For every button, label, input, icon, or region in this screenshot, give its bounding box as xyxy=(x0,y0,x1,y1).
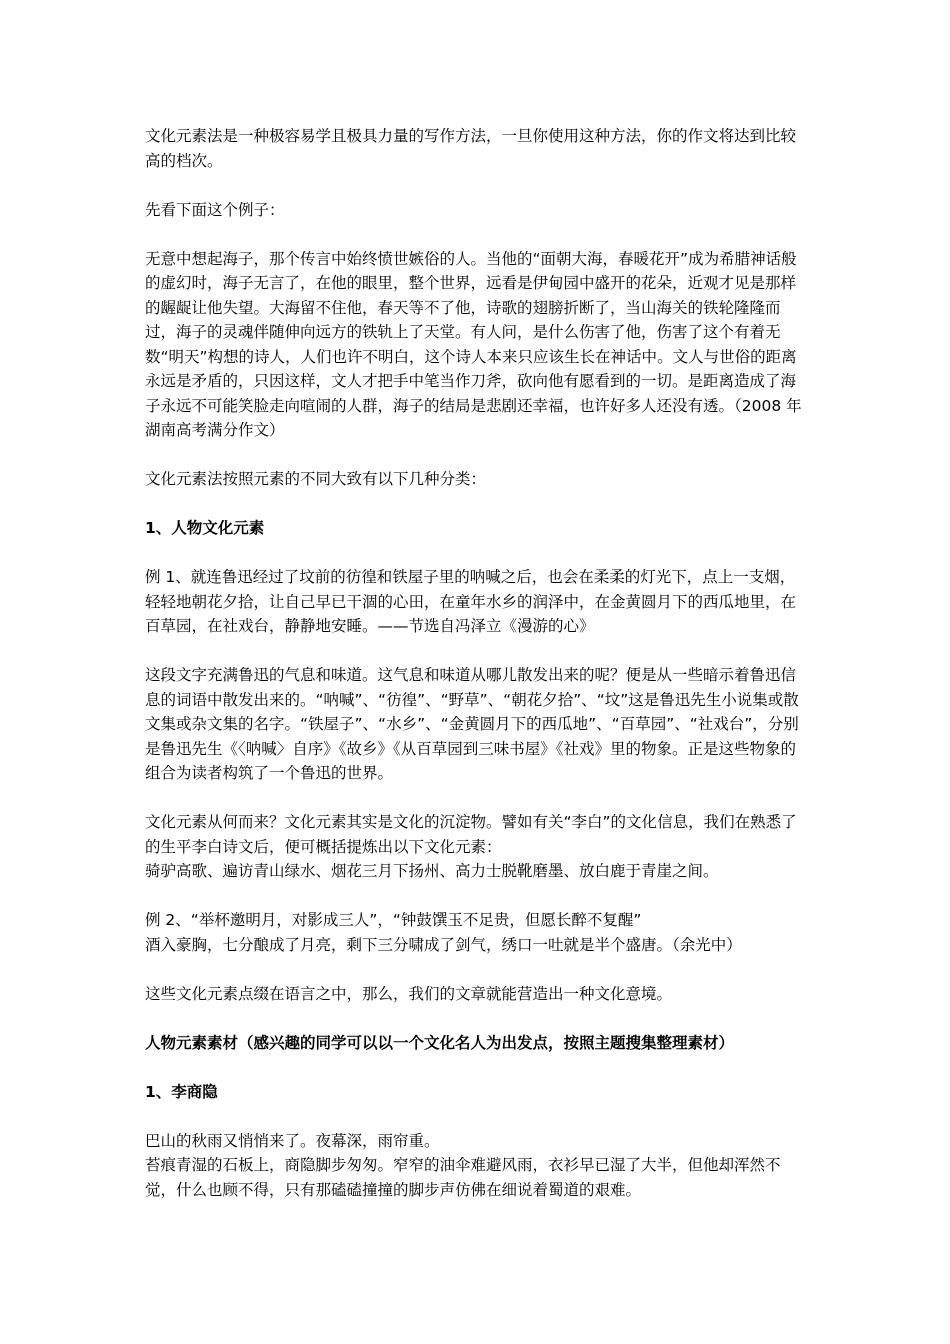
example-1-paragraph: 例 1、就连鲁迅经过了坟前的彷徨和铁屋子里的呐喊之后，也会在柔柔的灯光下，点上一支烟，轻轻地朝花夕拾，让自己早已干涸的心田，在童年水乡的润泽中，在金黄圆月下的西瓜地里，在百草园，在社戏台，静静地安睡。——节选自冯泽立《漫游的心》 xyxy=(145,568,797,635)
cultural-origin-paragraph: 文化元素从何而来？文化元素其实是文化的沉淀物。譬如有关“李白”的文化信息，我们在熟悉了的生平李白诗文后，便可概括提炼出以下文化元素： xyxy=(145,813,797,856)
document-body xyxy=(145,124,810,1202)
example-lead-paragraph: 先看下面这个例子： xyxy=(145,200,285,219)
lishangyin-line-2: 苔痕青湿的石板上，商隐脚步匆匆。窄窄的油伞难避风雨，衣衫早已湿了大半，但他却浑然不觉，什么也顾不得，只有那磕磕撞撞的脚步声仿佛在细说着蜀道的艰难。 xyxy=(145,1156,781,1199)
libai-elements-line: 骑驴高歌、遍访青山绿水、烟花三月下扬州、高力士脱靴磨墨、放白鹿于青崖之间。 xyxy=(145,862,719,880)
section-heading-figure-elements: 1、人物文化元素 xyxy=(145,519,265,537)
classification-paragraph: 文化元素法按照元素的不同大致有以下几种分类： xyxy=(145,470,487,488)
luxun-analysis-paragraph: 这段文字充满鲁迅的气息和味道。这气息和味道从哪儿散发出来的呢？便是从一些暗示着鲁迅信息的词语中散发出来的。“呐喊”、“彷徨”、“野草”、“朝花夕拾”、“坟”这是鲁迅先生小说集或散文集或杂文集的名字。“铁屋子”、“水乡”、“金黄圆月下的西瓜地”、“百草园”、“社戏台”，分别是鲁迅先生《〈呐喊〉自序》《故乡》《从百草园到三味书屋》《社戏》里的物象。正是这些物象的组合为读者构筑了一个鲁迅的世界。 xyxy=(145,666,799,782)
haizi-essay-paragraph: 无意中想起海子，那个传言中始终愤世嫉俗的人。当他的“面朝大海，春暖花开”成为希腊神话般的虚幻时，海子无言了，在他的眼里，整个世界，远看是伊甸园中盛开的花朵，近观才见是那样的龌龊让他失望。大海留不住他，春天等不了他，诗歌的翅膀折断了，当山海关的铁轮隆隆而过，海子的灵魂伴随伸向远方的铁轨上了天堂。有人问，是什么伤害了他，伤害了这个有着无数“明天”构想的诗人，人们也许不明白，这个诗人本来只应该生长在神话中。文人与世俗的距离永远是矛盾的，只因这样，文人才把手中笔当作刀斧，砍向他有愿看到的一切。是距离造成了海子永远不可能笑脸走向喧闹的人群，海子的结局是悲剧还幸福，也许好多人还没有透。（2008 年湖南高考满分作文） xyxy=(145,249,802,439)
section-heading-materials: 人物元素素材（感兴趣的同学可以以一个文化名人为出发点，按照主题搜集整理素材） xyxy=(145,1033,735,1052)
lishangyin-line-1: 巴山的秋雨又悄悄来了。夜幕深，雨帘重。 xyxy=(145,1131,440,1150)
conclusion-paragraph: 这些文化元素点缀在语言之中，那么，我们的文章就能营造出一种文化意境。 xyxy=(145,984,673,1003)
intro-paragraph: 文化元素法是一种极容易学且极具力量的写作方法，一旦你使用这种方法，你的作文将达到比较高的档次。 xyxy=(145,127,797,170)
section-heading-lishangyin: 1、李商隐 xyxy=(145,1082,218,1101)
example-2-line: 例 2、“举杯邀明月，对影成三人”，“钟鼓馔玉不足贵，但愿长醉不复醒” xyxy=(145,911,642,929)
yuguangzhong-quote-line: 酒入豪胸，七分酿成了月亮，剩下三分啸成了剑气，绣口一吐就是半个盛唐。（余光中） xyxy=(145,935,742,954)
